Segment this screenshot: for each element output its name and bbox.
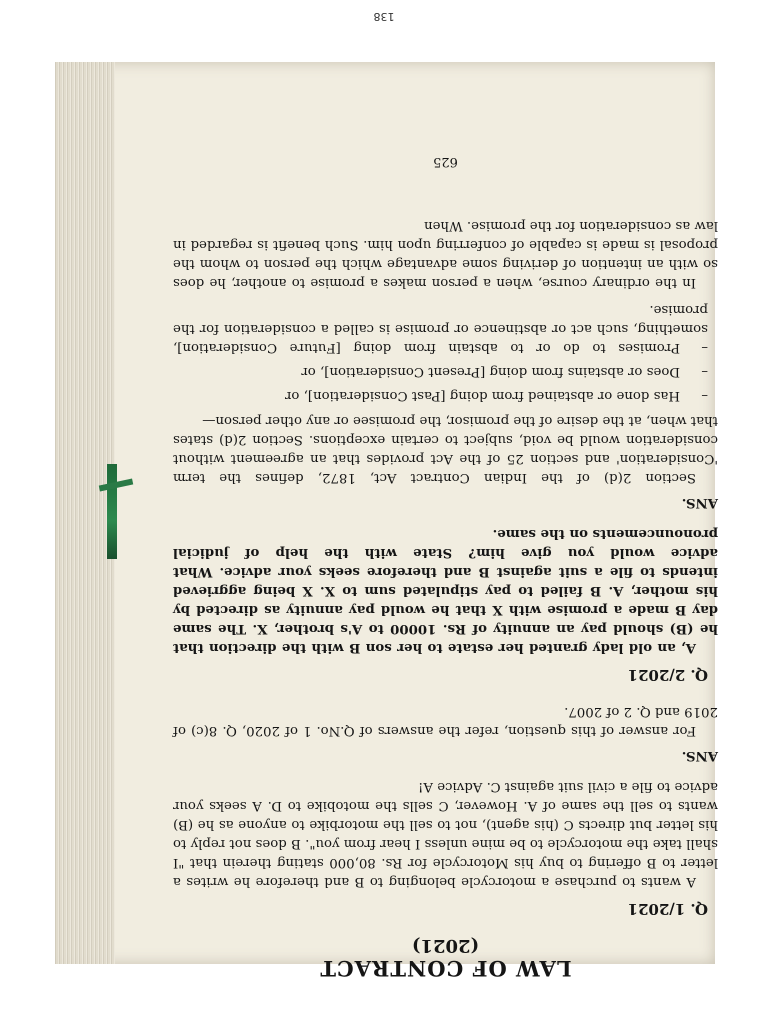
question-2-text: A, an old lady granted her estate to her son B with the direction that he (B) should pay an annuity of Rs. 10000 to A's brother, X. The same day B made a promise with X that he would pay annuity as directed by his mother, A. B failed to pay stipulated sum to X. X being aggrieved intends to file a suit against B and therefore seeks your advice. What advice would you give him? State with the help of judicial pronouncements on the same. bbox=[173, 526, 718, 655]
book-page bbox=[173, 152, 718, 992]
answer-1-text: For answer of this question, refer the answers of Q.No. 1 of 2020, Q. 8(c) of 2019 and Q. 2 of 2007. bbox=[173, 704, 718, 738]
page-title: LAW OF CONTRACT bbox=[319, 956, 572, 981]
list-item: –Has done or abstained from doing [Past Consideration], or bbox=[285, 388, 708, 403]
answer-2-paragraph-1: Section 2(d) of the Indian Contract Act, 1872, defines the term 'Consideration' and section 25 of the Act provides that an agreement without consideration would be void, subject to certain exceptions. Section 2(d) states that when, at the desire of the promisor, the promisee or any other person— bbox=[173, 413, 718, 485]
bookmark-ribbon bbox=[107, 464, 117, 559]
question-2-heading: Q. 2/2021 bbox=[627, 666, 708, 684]
consideration-list bbox=[173, 300, 718, 405]
answer-2-label: ANS. bbox=[681, 495, 718, 510]
answer-1-label: ANS. bbox=[681, 748, 718, 763]
page-year: (2021) bbox=[411, 935, 480, 956]
book-spine-edges bbox=[55, 62, 115, 964]
scan-page-number: 138 bbox=[373, 10, 395, 23]
question-1-heading: Q. 1/2021 bbox=[627, 900, 708, 918]
answer-2-paragraph-2: In the ordinary course, when a person makes a promise to another, he does so with an intention of deriving some advantage which the person to whom the proposal is made is capable of conferring upon him. Such benefit is regarded in law as consideration for the promise. When bbox=[173, 218, 718, 290]
list-item-text: Does or abstains from doing [Present Consideration], or bbox=[301, 364, 680, 379]
book-photo bbox=[55, 62, 718, 981]
list-item: –Does or abstains from doing [Present Consideration], or bbox=[301, 364, 708, 379]
page-number: 625 bbox=[433, 154, 458, 169]
list-item-text: Promises to do or to abstain from doing [Future Consideration], something, such act or abstinence or promise is called a consideration for the promise. bbox=[173, 302, 708, 355]
list-item: –Promises to do or to abstain from doing [Future Consideration], something, such act or abstinence or promise is called a consideration for the promise. bbox=[173, 302, 708, 355]
question-1-text: A wants to purchase a motorcycle belonging to B and therefore he writes a letter to B offering to buy his Motorcycle for Rs. 80,000 stating therein that "I shall take the motorcycle to be mine unless I hear from you". B does not reply to his letter but directs C (his agent), not to sell the motorbike to anyone as he (B) wants to sell the same of A. However, C sells the motobike to D. A seeks your advice to file a civil suit against C. Advice A! bbox=[173, 779, 718, 889]
list-item-text: Has done or abstained from doing [Past Consideration], or bbox=[285, 388, 680, 403]
